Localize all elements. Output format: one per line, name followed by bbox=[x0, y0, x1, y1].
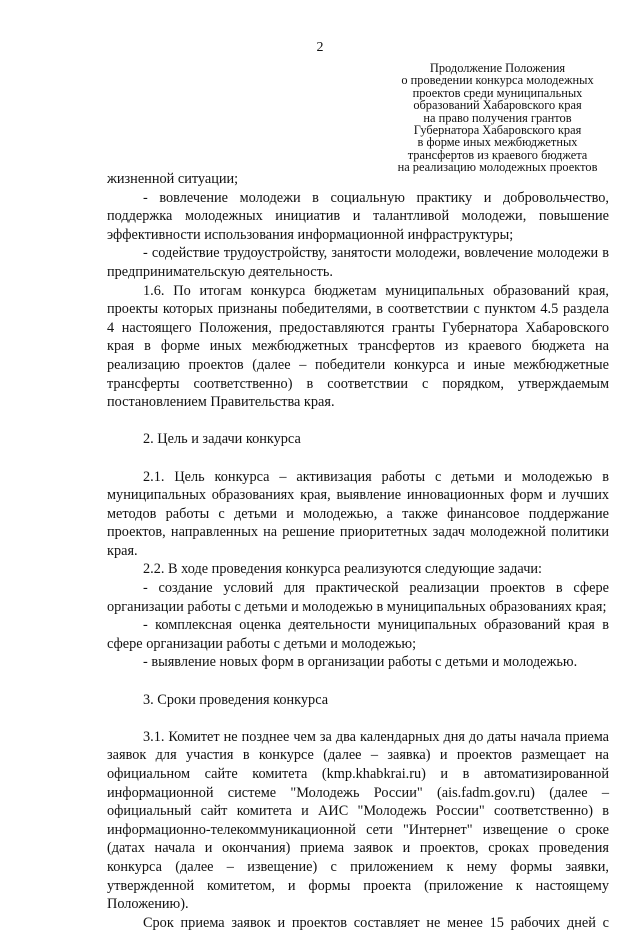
paragraph-list-item: - создание условий для практической реализации проектов в сфере организации работы с детьми и молодежью в муниципальных образованиях края; bbox=[107, 580, 609, 615]
document-body bbox=[107, 170, 609, 932]
header-line: в форме иных межбюджетных bbox=[417, 135, 578, 150]
header-line: образований Хабаровского края bbox=[413, 98, 582, 113]
paragraph-1-6: 1.6. По итогам конкурса бюджетам муниципальных образований края, проекты которых признаны победителями, в соответствии с пунктом 4.5 раздела 4 настоящего Положения, предоставляются гранты Губернатора Хабаровского края в форме иных межбюджетных трансфертов из краевого бюджета на реализацию проектов (далее – победители конкурса и иные межбюджетные трансферты соответственно) в соответствии с порядком, утверждаемым постановлением Правительства края. bbox=[107, 282, 609, 411]
document-header-continuation bbox=[385, 62, 610, 174]
section-2-title: 2. Цель и задачи конкурса bbox=[143, 431, 301, 448]
section-gap bbox=[107, 709, 609, 728]
paragraph-deadline: Срок приема заявок и проектов составляет не менее 15 рабочих дней с bbox=[143, 914, 609, 931]
paragraph-list-item: - выявление новых форм в организации работы с детьми и молодежью. bbox=[143, 654, 578, 671]
header-line: на право получения грантов bbox=[423, 110, 572, 125]
section-gap bbox=[107, 412, 609, 431]
paragraph-3-1: 3.1. Комитет не позднее чем за два календарных дня до даты начала приема заявок для участия в конкурсе (далее – заявка) и проектов размещает на официальном сайте комитета (kmp.khabkrai.ru) и в автоматизированной информационной системе "Молодежь России" (ais.fadm.gov.ru) (далее – официальный сайт комитета и АИС "Молодежь России" соответственно) в информационно-телекоммуникационной сети "Интернет" извещение о сроке (датах начала и окончания) приема заявок и проектов, сроках проведения конкурса (далее – извещение) с приложением к нему формы заявки, утвержденной комитетом, и формы проекта (приложение к настоящему Положению). bbox=[107, 728, 609, 913]
section-gap bbox=[107, 449, 609, 468]
paragraph-2-2: 2.2. В ходе проведения конкурса реализуются следующие задачи: bbox=[143, 561, 543, 578]
header-line: Губернатора Хабаровского края bbox=[413, 123, 582, 138]
section-gap bbox=[107, 672, 609, 691]
header-line: Продолжение Положения bbox=[429, 61, 566, 75]
paragraph-list-item: - содействие трудоустройству, занятости молодежи, вовлечение молодежи в предпринимательскую деятельность. bbox=[107, 245, 609, 280]
section-3-title: 3. Сроки проведения конкурса bbox=[143, 691, 329, 708]
page-number: 2 bbox=[316, 40, 324, 55]
paragraph-2-1: 2.1. Цель конкурса – активизация работы с детьми и молодежью в муниципальных образованиях края, выявление инновационных форм и лучших методов работы с детьми и молодежью, а также финансовое поддержание проектов, направленных на решение приоритетных задач молодежной политики края. bbox=[107, 468, 609, 559]
header-line: на реализацию молодежных проектов bbox=[397, 160, 598, 175]
paragraph-list-item: - комплексная оценка деятельности муниципальных образований края в сфере организации работы с детьми и молодежью; bbox=[107, 617, 609, 652]
paragraph-list-item: - вовлечение молодежи в социальную практику и добровольчество, поддержка молодежных инициатив и талантливой молодежи, повышение эффективности использования информационной инфраструктуры; bbox=[107, 189, 609, 243]
header-line: о проведении конкурса молодежных bbox=[401, 73, 594, 88]
paragraph-continuation: жизненной ситуации; bbox=[107, 171, 239, 187]
header-line: трансфертов из краевого бюджета bbox=[407, 147, 588, 162]
header-line: проектов среди муниципальных bbox=[412, 85, 583, 100]
